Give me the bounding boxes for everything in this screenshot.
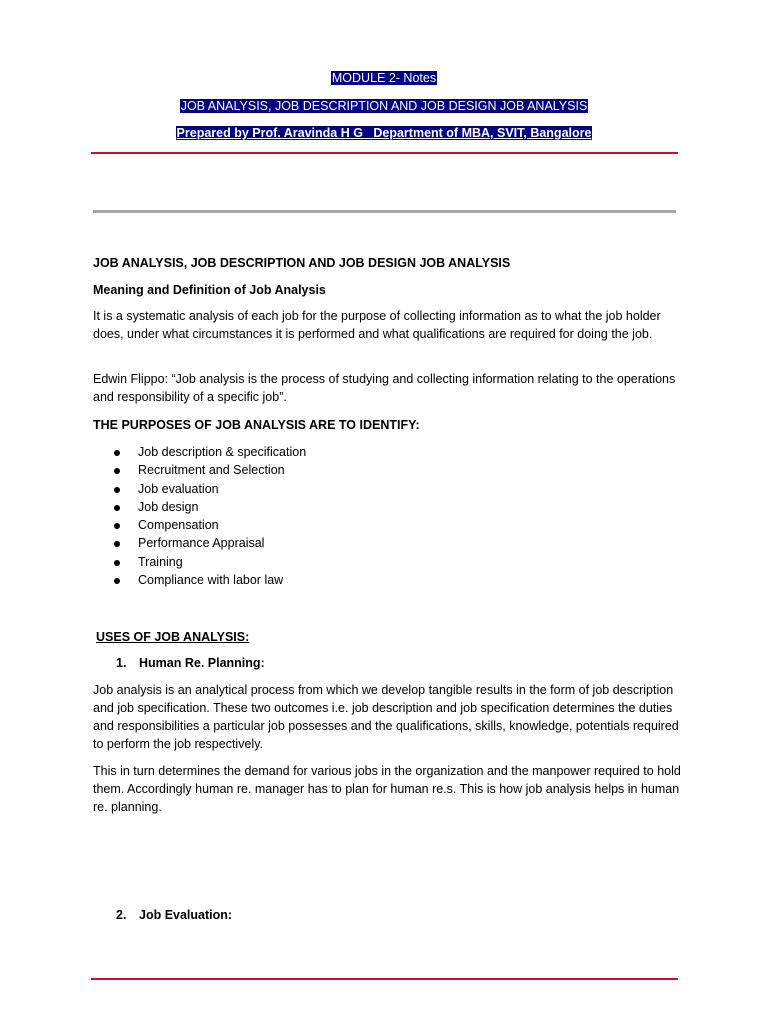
purposes-list <box>93 443 306 589</box>
meaning-paragraph: It is a systematic analysis of each job for the purpose of collecting information as to what the job holder does, under what circumstances it is performed and what qualifications are required for doing the job. <box>93 309 661 341</box>
use-item-2-number: 2. <box>116 908 127 922</box>
header-divider-red <box>91 152 678 154</box>
definition-paragraph: Edwin Flippo: “Job analysis is the process of studying and collecting information relating to the operations and responsibility of a specific job”. <box>93 372 676 404</box>
meaning-heading: Meaning and Definition of Job Analysis <box>93 283 326 297</box>
uses-heading: USES OF JOB ANALYSIS: <box>96 630 250 644</box>
subject-label-highlight: JOB ANALYSIS, JOB DESCRIPTION AND JOB DESIGN JOB ANALYSIS <box>180 99 588 113</box>
list-item-text: Job description & specification <box>138 445 307 459</box>
subject-label <box>0 98 768 114</box>
bullet-icon <box>114 450 120 456</box>
bullet-icon <box>114 560 120 566</box>
use-item-1-title: Human Re. Planning: <box>139 656 265 670</box>
list-item <box>93 480 306 498</box>
section-title: JOB ANALYSIS, JOB DESCRIPTION AND JOB DESIGN JOB ANALYSIS <box>93 256 511 270</box>
list-item-text: Training <box>138 554 183 569</box>
purposes-heading: THE PURPOSES OF JOB ANALYSIS ARE TO IDENTIFY: <box>93 418 420 432</box>
list-item-text: Recruitment and Selection <box>138 463 285 478</box>
list-item <box>93 553 306 571</box>
bullet-icon <box>114 541 120 547</box>
list-item <box>93 443 306 461</box>
bullet-icon <box>114 468 120 474</box>
list-item-text: Compliance with labor law <box>138 573 284 588</box>
list-item-text: Performance Appraisal <box>138 536 265 551</box>
human-planning-paragraph-2: This in turn determines the demand for various jobs in the organization and the manpower required to hold them. Accordingly human re. manager has to plan for human re.s. This is how job analysis helps in human re. planning. <box>93 764 681 814</box>
list-item <box>93 461 306 479</box>
list-item <box>93 498 306 516</box>
module-label-highlight: MODULE 2- Notes <box>331 71 437 85</box>
prepared-by-highlight: Prepared by Prof. Aravinda H G Department of MBA, SVIT, Bangalore <box>176 126 592 140</box>
list-item <box>93 516 306 534</box>
use-item-1-number: 1. <box>116 656 127 670</box>
use-item-2-title: Job Evaluation: <box>139 908 233 922</box>
module-label <box>0 70 768 86</box>
list-item-text: Job evaluation <box>138 481 219 496</box>
list-item <box>93 571 306 589</box>
list-item <box>93 534 306 552</box>
list-item-text: Job design <box>138 499 199 514</box>
list-item-text: Compensation <box>138 518 219 533</box>
use-item-1-heading <box>116 654 265 672</box>
bullet-icon <box>114 578 120 584</box>
prepared-by-label <box>0 125 768 141</box>
use-item-2-heading <box>116 906 232 924</box>
bullet-icon <box>114 505 120 511</box>
human-planning-paragraph-1: Job analysis is an analytical process from which we develop tangible results in the form of job description and job specification. These two outcomes i.e. job description and job specification determines the duties and responsibilities a particular job possesses and the qualifications, skills, knowledge, potentials required to perform the job respectively. <box>93 683 679 751</box>
bullet-icon <box>114 523 120 529</box>
footer-divider-red <box>91 978 678 980</box>
bullet-icon <box>114 487 120 493</box>
header-divider-gray <box>93 210 676 213</box>
